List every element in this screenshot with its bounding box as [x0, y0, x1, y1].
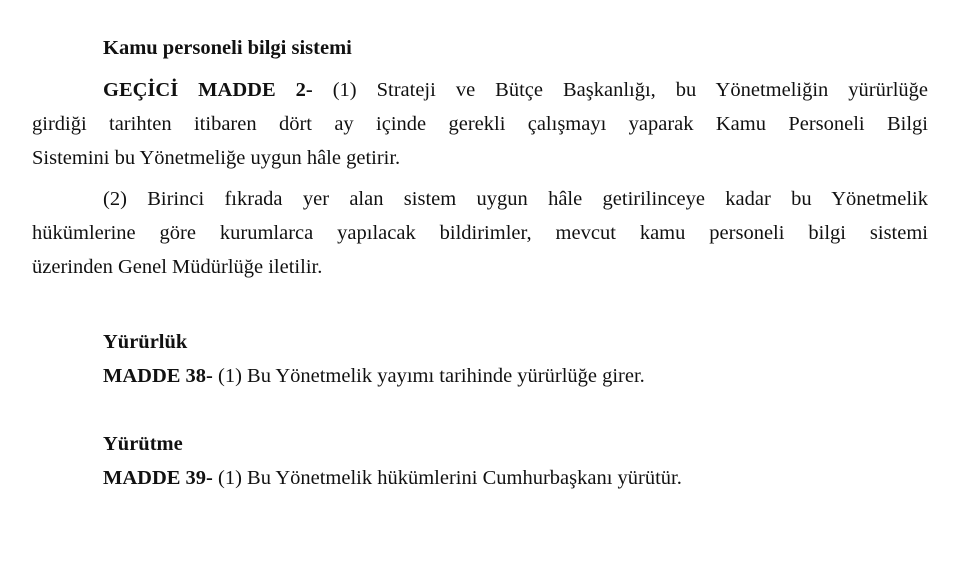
- section-heading-yururluk: Yürürlük: [103, 331, 188, 353]
- article-label: MADDE 38-: [103, 365, 213, 387]
- article-label: GEÇİCİ MADDE 2-: [103, 79, 313, 101]
- paragraph-line: (2) Birinci fıkrada yer alan sistem uygun hâle getirilinceye kadar bu Yönetmelik: [103, 188, 928, 210]
- paragraph-text: (1) Bu Yönetmelik hükümlerini Cumhurbaşkanı yürütür.: [212, 467, 682, 489]
- paragraph-text: (1) Strateji ve Bütçe Başkanlığı, bu Yönetmeliğin yürürlüğe: [312, 79, 928, 101]
- paragraph-text: (1) Bu Yönetmelik yayımı tarihinde yürürlüğe girer.: [212, 365, 645, 387]
- madde-38-line: [103, 366, 645, 387]
- paragraph-line: Sistemini bu Yönetmeliğe uygun hâle getirir.: [32, 147, 401, 169]
- geçici-madde-2-line-1: [103, 80, 928, 101]
- paragraph-line: hükümlerine göre kurumlarca yapılacak bildirimler, mevcut kamu personeli bilgi sistemi: [32, 222, 928, 244]
- paragraph-line: üzerinden Genel Müdürlüğe iletilir.: [32, 256, 323, 278]
- madde-39-line: [103, 468, 682, 489]
- section-heading-yurutme: Yürütme: [103, 433, 183, 455]
- article-label: MADDE 39-: [103, 467, 213, 489]
- section-heading-kamu-personeli: Kamu personeli bilgi sistemi: [103, 37, 352, 59]
- paragraph-line: girdiği tarihten itibaren dört ay içinde gerekli çalışmayı yaparak Kamu Personeli Bilgi: [32, 113, 928, 135]
